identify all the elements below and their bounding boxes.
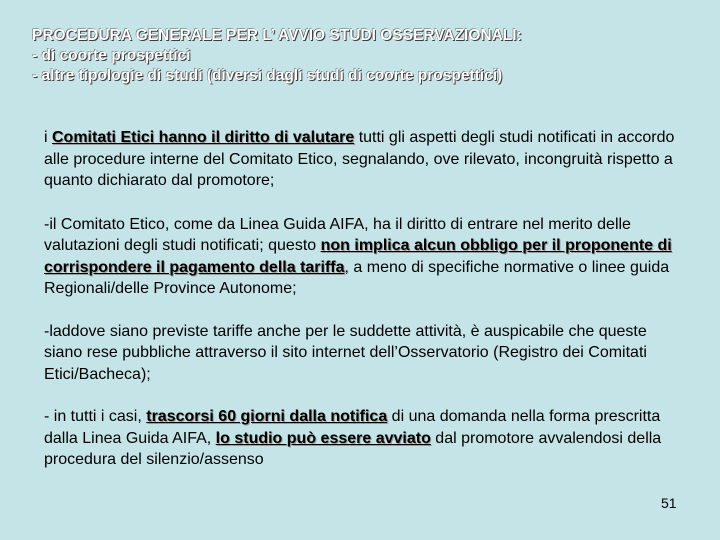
paragraph-tariffe [44, 321, 684, 386]
emphasis-text: Comitati Etici hanno il diritto di valutare [52, 129, 355, 146]
page-number: 51 [661, 495, 677, 511]
paragraph-silenzio-assenso [44, 406, 684, 471]
emphasis-text: lo studio può essere avviato [215, 429, 431, 447]
slide-body [44, 127, 684, 471]
emphasis-text: trascorsi 60 giorni dalla notifica [146, 408, 388, 425]
paragraph-text: -il Comitato Etico, come da Linea Guida AIFA, ha il diritto di entrare nel merito delle valutazioni degli studi notificati; questo [44, 215, 631, 254]
paragraph-text: -laddove siano previste tariffe anche per le suddette attività, è auspicabile che queste siano rese pubbliche attraverso il sito internet dell’Osservatorio (Registro dei Comitati Etici/Bacheca); [44, 322, 647, 383]
paragraph-text: di una domanda nella forma prescritta dalla Linea Guida AIFA, [44, 408, 661, 447]
paragraph-text: i [44, 129, 52, 146]
paragraph-comitati-etici [44, 127, 684, 192]
paragraph-linea-guida [44, 214, 684, 300]
title-line-1: PROCEDURA GENERALE PER L’ AVVIO STUDI OSSERVAZIONALI: [32, 27, 522, 44]
paragraph-text: , a meno di specifiche normative o linee guida Regionali/delle Province Autonome; [44, 258, 670, 297]
emphasis-text: non implica alcun obbligo per il proponente di corrispondere il pagamento della tariffa [44, 237, 672, 276]
title-line-2: - di coorte prospettici [32, 47, 191, 64]
title-line-3: - altre tipologie di studi (diversi dagli studi di coorte prospettici) [32, 67, 503, 84]
paragraph-text: dal promotore avvalendosi della procedura del silenzio/assenso [44, 429, 662, 468]
paragraph-text: tutti gli aspetti degli studi notificati in accordo alle procedure interne del Comitato Etico, segnalando, ove rilevato, incongruità rispetto a quanto dichiarato dal promotore; [44, 129, 675, 189]
paragraph-text: - in tutti i casi, [44, 408, 147, 425]
slide-title [32, 26, 712, 86]
